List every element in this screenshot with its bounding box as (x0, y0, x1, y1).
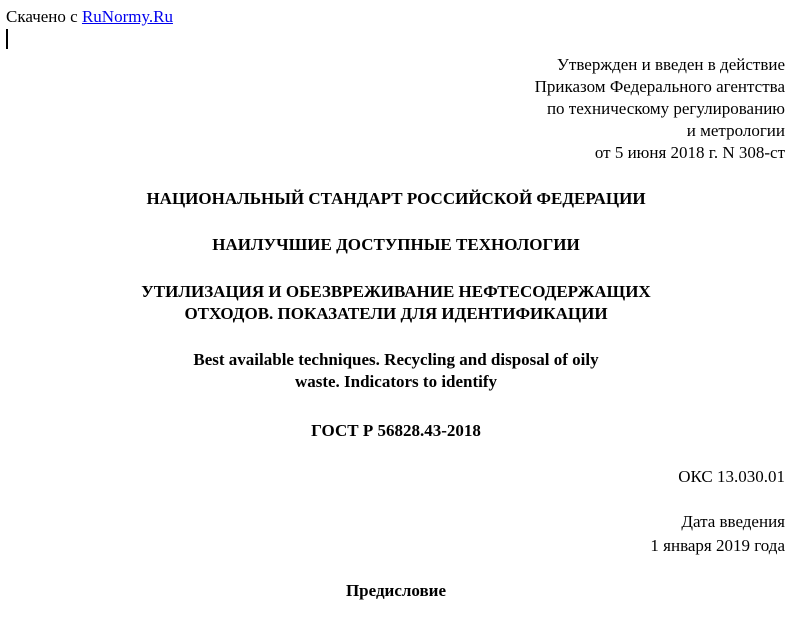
standard-subtitle: НАИЛУЧШИЕ ДОСТУПНЫЕ ТЕХНОЛОГИИ (212, 235, 580, 254)
standard-name-en (0, 349, 792, 393)
gost-number: ГОСТ Р 56828.43-2018 (311, 421, 481, 440)
approval-line: от 5 июня 2018 г. N 308-ст (594, 143, 785, 162)
standard-name-ru-line: ОТХОДОВ. ПОКАЗАТЕЛИ ДЛЯ ИДЕНТИФИКАЦИИ (184, 304, 608, 323)
source-link[interactable]: RuNormy.Ru (81, 7, 173, 26)
approval-line: Утвержден и введен в действие (556, 55, 785, 74)
standard-name-en-line: waste. Indicators to identify (294, 372, 498, 391)
oks-code-text: ОКС 13.030.01 (678, 467, 785, 486)
approval-line: Приказом Федерального агентства (534, 77, 785, 96)
intro-date (650, 511, 785, 559)
standard-name-en-line: Best available techniques. Recycling and disposal of oily (193, 350, 599, 369)
standard-name-ru (0, 281, 792, 325)
standard-name-ru-line: УТИЛИЗАЦИЯ И ОБЕЗВРЕЖИВАНИЕ НЕФТЕСОДЕРЖАЩИХ (141, 282, 651, 301)
text-cursor (6, 29, 8, 49)
preface-heading: Предисловие (345, 581, 447, 600)
source-line (6, 6, 173, 28)
approval-block (535, 54, 785, 164)
intro-date-value: 1 января 2019 года (650, 536, 785, 555)
approval-line: по техническому регулированию (546, 99, 785, 118)
approval-line: и метрологии (686, 121, 785, 140)
standard-title: НАЦИОНАЛЬНЫЙ СТАНДАРТ РОССИЙСКОЙ ФЕДЕРАЦИИ (146, 189, 646, 208)
intro-date-label: Дата введения (681, 512, 785, 531)
oks-code (678, 466, 785, 490)
source-prefix: Скачено с (6, 7, 78, 26)
